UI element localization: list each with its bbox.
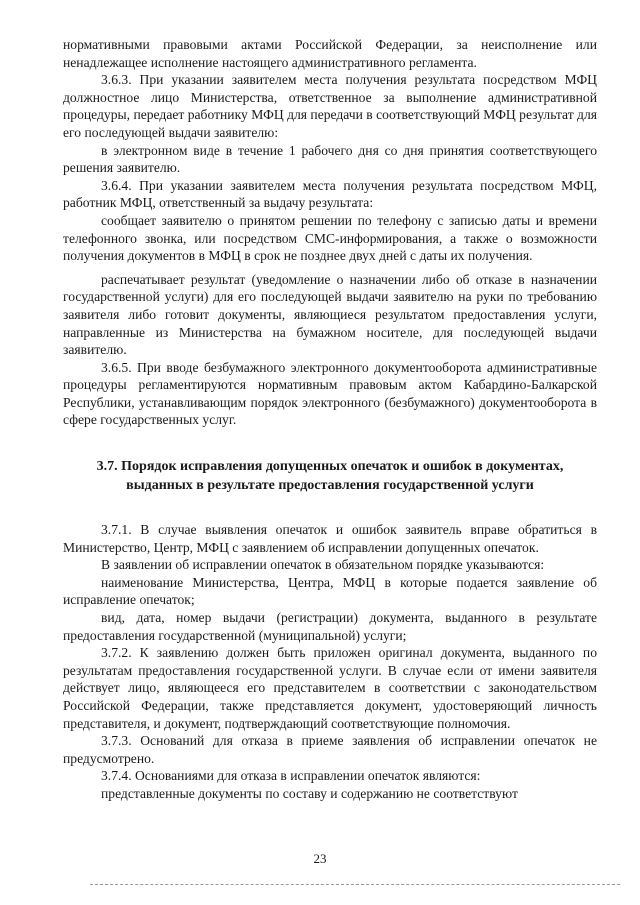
paragraph-electronic: в электронном виде в течение 1 рабочего дня со дня принятия соответствующего решения заявителю. <box>63 142 597 176</box>
paragraph-type-date: вид, дата, номер выдачи (регистрации) документа, выданного в результате предоставления государственной (муниципальной) услуги; <box>63 610 597 643</box>
paragraph-3-7-2: 3.7.2. К заявлению должен быть приложен оригинал документа, выданного по результатам предоставления государственной услуги. В случае если от имени заявителя действует лицо, являющееся его представителем в соответствии с законодательством Российской Федерации, также представляется документ, удостоверяющий личность представителя, и документ, подтверждающий соответствующие полномочия. <box>63 645 597 731</box>
paragraph-application: В заявлении об исправлении опечаток в обязательном порядке указываются: <box>101 557 545 573</box>
paragraph-notify: сообщает заявителю о принятом решении по телефону с записью даты и времени телефонного звонка, или посредством СМС-информирования, а также о возможности получения документов в МФЦ в срок не позднее двух дней с даты их получения. <box>63 212 597 264</box>
paragraph-3-6-4: 3.6.4. При указании заявителем места получения результата посредством МФЦ, работник МФЦ, ответственный за выдачу результата: <box>63 177 597 211</box>
paragraph-print: распечатывает результат (уведомление о назначении либо об отказе в назначении государственной услуги) для его последующей выдачи заявителю на руки по требованию заявителя либо готовит документы, являющиеся результатом предоставления услуги, направленные из Министерства на бумажном носителе, для последующей выдачи заявителю. <box>63 271 597 358</box>
footer-divider <box>90 884 620 885</box>
paragraph-3-7-4: 3.7.4. Основаниями для отказа в исправлении опечаток являются: <box>101 768 481 784</box>
paragraph-3-6-3: 3.6.3. При указании заявителем места получения результата посредством МФЦ должностное лицо Министерства, ответственное за выполнение административной процедуры, передает работнику МФЦ для передачи в соответствующий МФЦ результат для его последующей выдачи заявителю: <box>63 72 597 140</box>
section-heading: 3.7. Порядок исправления допущенных опечаток и ошибок в документах, выданных в результате предоставления государственной услуги <box>96 459 564 494</box>
paragraph-continuation: нормативными правовыми актами Российской Федерации, за неисполнение или ненадлежащее исполнение настоящего административного регламента. <box>63 37 597 70</box>
paragraph-3-7-1: 3.7.1. В случае выявления опечаток и ошибок заявитель вправе обратиться в Министерство, Центр, МФЦ с заявлением об исправлении допущенных опечаток. <box>63 522 597 555</box>
paragraph-3-7-3: 3.7.3. Оснований для отказа в приеме заявления об исправлении опечаток не предусмотрено. <box>63 733 597 766</box>
paragraph-name-list: наименование Министерства, Центра, МФЦ в которые подается заявление об исправление опечаток; <box>63 574 597 608</box>
paragraph-documents: представленные документы по составу и содержанию не соответствуют <box>101 785 518 801</box>
paragraph-3-6-5: 3.6.5. При вводе безбумажного электронного документооборота административные процедуры регламентируются нормативным правовым актом Кабардино-Балкарской Республики, устанавливающим порядок электронного (безбумажного) документооборота в сфере государственных услуг. <box>63 359 597 428</box>
page-number: 23 <box>313 851 327 866</box>
